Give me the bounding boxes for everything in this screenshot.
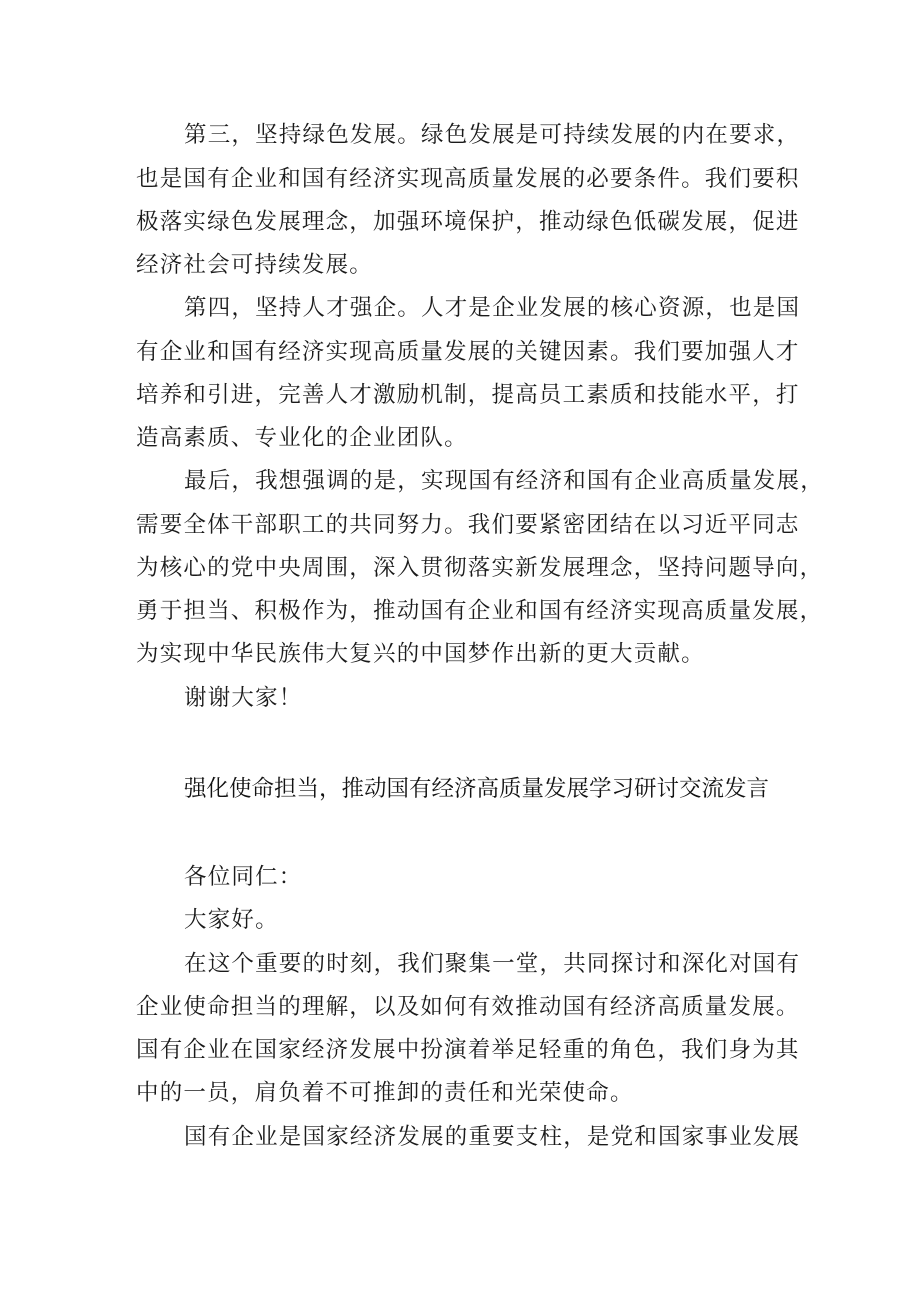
text-line: 第四，坚持人才强企。人才是企业发展的核心资源，也是国 (184, 295, 801, 321)
text-line: 国有企业是国家经济发展的重要支柱，是党和国家事业发展 (184, 1124, 801, 1150)
text-line: 勇于担当、积极作为，推动国有企业和国有经济实现高质量发展， (136, 598, 824, 624)
text-line: 需要全体干部职工的共同努力。我们要紧密团结在以习近平同志 (136, 512, 800, 538)
text-line: 国有企业在国家经济发展中扮演着举足轻重的角色，我们身为其 (136, 1037, 800, 1063)
text-line: 中的一员，肩负着不可推卸的责任和光荣使命。 (136, 1080, 634, 1106)
text-line: 造高素质、专业化的企业团队。 (136, 425, 468, 451)
text-line: 为实现中华民族伟大复兴的中国梦作出新的更大贡献。 (136, 641, 705, 667)
text-line: 有企业和国有经济实现高质量发展的关键因素。我们要加强人才 (136, 339, 800, 365)
text-line: 在这个重要的时刻，我们聚集一堂，共同探讨和深化对国有 (184, 951, 801, 977)
text-line: 培养和引进，完善人才激励机制，提高员工素质和技能水平，打 (136, 382, 800, 408)
text-line: 也是国有企业和国有经济实现高质量发展的必要条件。我们要积 (136, 166, 800, 192)
text-line: 极落实绿色发展理念，加强环境保护，推动绿色低碳发展，促进 (136, 209, 800, 235)
text-line: 经济社会可持续发展。 (136, 252, 374, 278)
text-line: 为核心的党中央周围，深入贯彻落实新发展理念，坚持问题导向， (136, 555, 824, 581)
text-line: 企业使命担当的理解，以及如何有效推动国有经济高质量发展。 (136, 994, 800, 1020)
text-line: 最后，我想强调的是，实现国有经济和国有企业高质量发展， (184, 468, 824, 494)
salutation: 各位同仁： (184, 864, 303, 890)
speech-title: 强化使命担当，推动国有经济高质量发展学习研讨交流发言 (184, 776, 770, 802)
text-line: 谢谢大家！ (184, 685, 303, 711)
greeting: 大家好。 (184, 907, 279, 933)
text-line: 第三，坚持绿色发展。绿色发展是可持续发展的内在要求， (184, 122, 801, 148)
